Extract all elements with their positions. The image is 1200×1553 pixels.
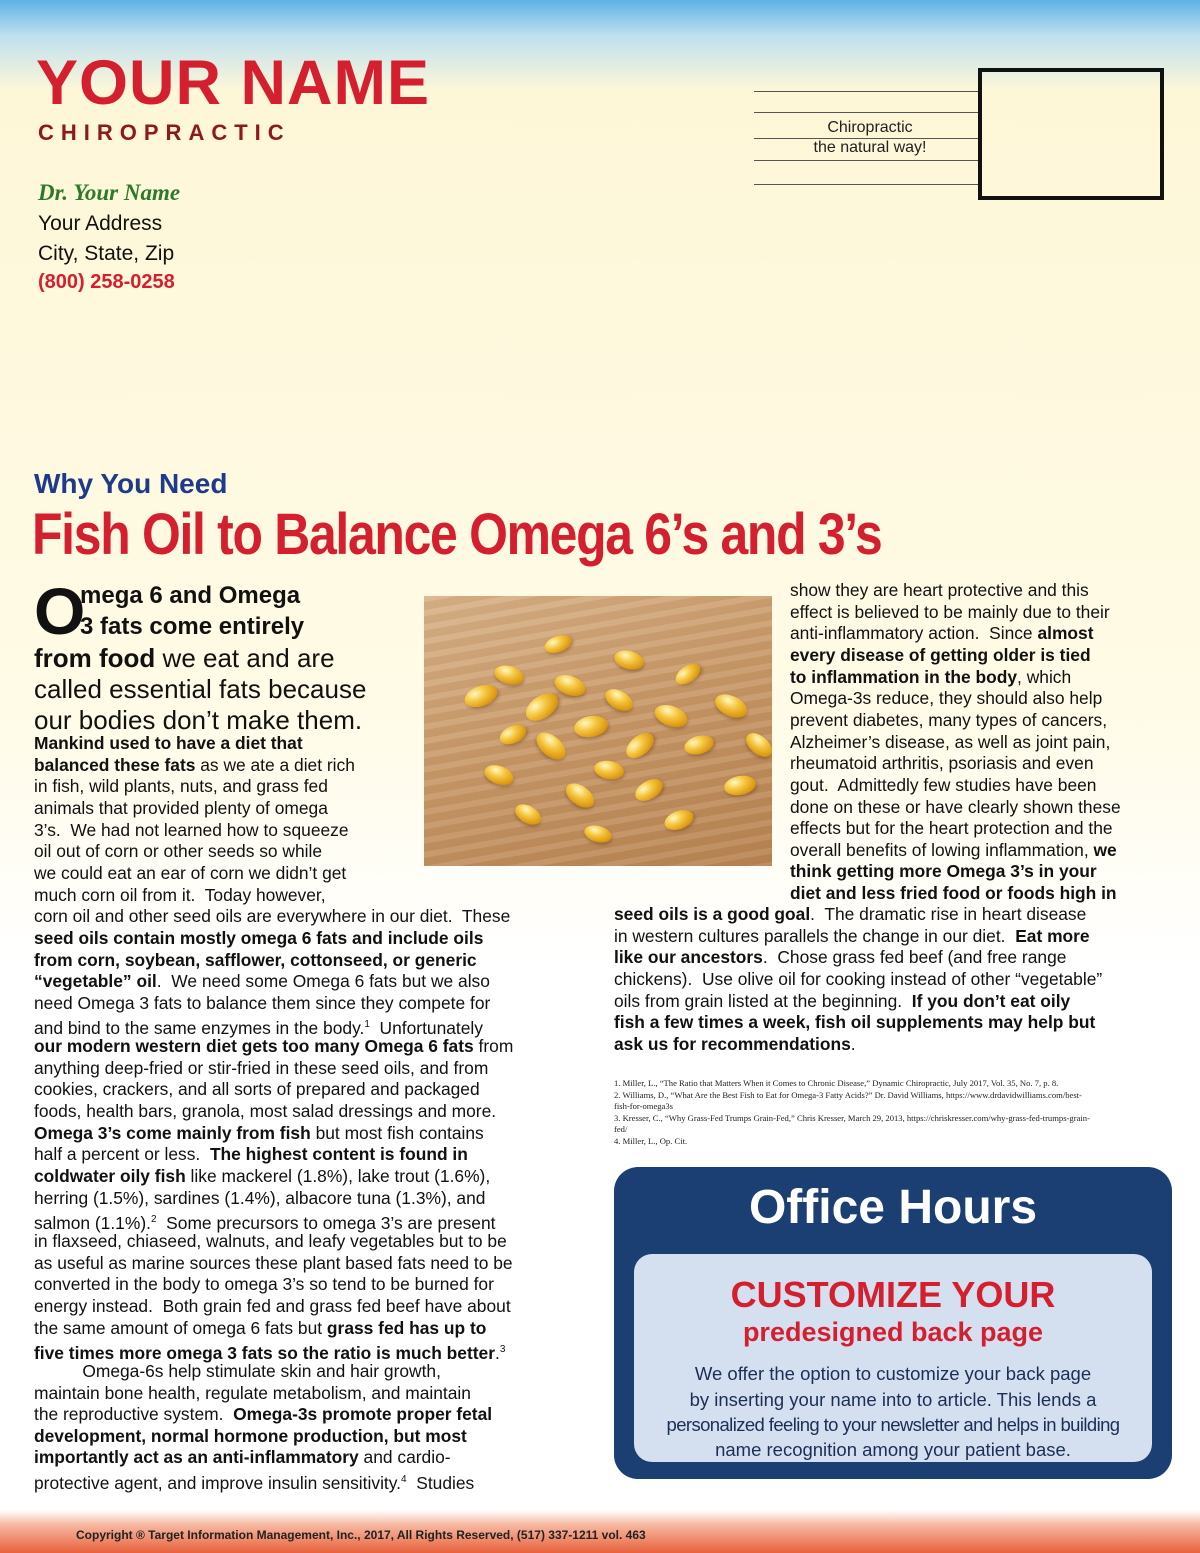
text-run: the reproductive system.	[34, 1404, 234, 1425]
text-line	[34, 1058, 488, 1080]
text-run: anything deep-fried or stir-fried in these seed oils, and from	[34, 1057, 489, 1078]
bold-run: we	[1093, 839, 1117, 860]
lead-bold: from food	[34, 643, 156, 673]
text-run: converted in the body to omega 3’s so tend to be burned for	[34, 1274, 494, 1295]
text-line	[34, 950, 477, 972]
text-run: in fish, wild plants, nuts, and grass fed	[34, 776, 328, 797]
footnote-ref: 1	[364, 1019, 370, 1031]
text-line	[790, 753, 1094, 775]
text-run: corn oil and other seed oils are everywhere in our diet. These	[34, 906, 511, 927]
bold-run: fish a few times a week, fish oil supplements may help but	[614, 1012, 1096, 1033]
text-run: much corn oil from it. Today however,	[34, 884, 326, 905]
text-line	[790, 732, 1110, 754]
text-line	[34, 993, 490, 1015]
customize-body-line: by inserting your name into to article. This lends a	[689, 1389, 1097, 1410]
text-line	[790, 623, 1094, 645]
bold-run: The highest content is found in	[209, 1144, 468, 1165]
text-run: show they are heart protective and this	[790, 580, 1089, 600]
text-line	[34, 1426, 467, 1448]
brand-subtitle: CHIROPRACTIC	[38, 120, 291, 145]
text-run: . We need some Omega 6 fats but we also	[156, 971, 490, 992]
text-line	[614, 969, 1102, 991]
text-run: and cardio-	[358, 1447, 451, 1468]
bold-run: from corn, soybean, safflower, cottonseed, or generic	[34, 949, 477, 970]
text-run: as we ate a diet rich	[195, 754, 355, 775]
address-rule	[754, 112, 978, 113]
text-run: rheumatoid arthritis, psoriasis and even	[790, 753, 1094, 774]
text-run: energy instead. Both grain fed and grass fed beef have about	[34, 1295, 511, 1316]
customize-heading: CUSTOMIZE YOUR	[730, 1274, 1056, 1315]
footnote-line: 3. Kresser, C., “Why Grass-Fed Trumps Grain-Fed,” Chris Kresser, March 29, 2013, https://chriskresser.com/why-grass-fed-trumps-grain-	[614, 1112, 1090, 1123]
text-run: animals that provided plenty of omega	[34, 797, 328, 818]
text-run: from	[473, 1036, 514, 1057]
bold-run: Omega-3s promote proper fetal	[233, 1404, 493, 1425]
drop-cap: O	[34, 574, 86, 648]
text-line	[34, 1469, 474, 1494]
customize-subheading: predesigned back page	[742, 1317, 1044, 1347]
text-run: Alzheimer’s disease, as well as joint pain,	[790, 731, 1111, 752]
lead-line	[34, 643, 335, 674]
lead-line: mega 6 and Omega	[80, 582, 301, 609]
bold-run: ask us for recommendations	[614, 1033, 851, 1054]
bold-run: diet and less fried food or foods high in	[790, 883, 1117, 904]
text-run: we could eat an ear of corn we didn’t get	[34, 862, 347, 883]
text-run: oil out of corn or other seeds so while	[34, 841, 323, 862]
text-run: gout. Admittedly few studies have been	[790, 774, 1097, 795]
text-run: , which	[1017, 666, 1072, 687]
text-line	[614, 926, 1090, 948]
text-line	[34, 1296, 511, 1318]
bold-run: development, normal hormone production, but most	[34, 1425, 467, 1446]
bold-run: If you don’t eat oily	[911, 990, 1071, 1011]
text-line	[790, 775, 1096, 797]
text-run: Unfortunately	[369, 1018, 483, 1039]
office-hours-title: Office Hours	[748, 1181, 1038, 1234]
bold-run: five times more omega 3 fats so the ratio is much better	[34, 1342, 495, 1363]
text-line	[34, 928, 483, 950]
text-run: foods, health bars, granola, most salad dressings and more.	[34, 1101, 497, 1122]
text-line	[34, 885, 326, 907]
text-line	[790, 580, 1089, 602]
text-run: Some precursors to omega 3’s are present	[156, 1213, 496, 1234]
text-line	[34, 1079, 480, 1101]
text-line	[34, 820, 349, 842]
bold-run: importantly act as an anti-inflammatory	[34, 1447, 359, 1468]
article-kicker: Why You Need	[34, 468, 228, 499]
bold-run: Mankind used to have a diet that	[34, 733, 303, 753]
text-line	[34, 1144, 468, 1166]
text-run: oils from grain listed at the beginning.	[614, 990, 912, 1011]
address-rule	[754, 184, 978, 185]
doctor-name: Dr. Your Name	[38, 180, 181, 205]
text-line	[34, 755, 355, 777]
lead-line: our bodies don’t make them.	[34, 705, 363, 735]
bold-run: seed oils contain mostly omega 6 fats and include oils	[34, 927, 484, 948]
text-line	[790, 602, 1110, 624]
bold-run: almost	[1037, 623, 1094, 644]
text-line	[34, 776, 328, 798]
text-run: in western cultures parallels the change in our diet.	[614, 925, 1016, 946]
footnote-ref: 2	[150, 1214, 157, 1226]
customize-body-line: personalized feeling to your newsletter and helps in building	[666, 1414, 1120, 1435]
text-run: prevent diabetes, many types of cancers,	[790, 709, 1108, 730]
text-line	[790, 883, 1117, 905]
text-line	[34, 1231, 507, 1253]
stamp-box	[978, 68, 1164, 200]
text-run: as useful as marine sources these plant based fats need to be	[34, 1252, 513, 1273]
text-run: anti-inflammatory action. Since	[790, 623, 1038, 644]
text-line	[34, 1361, 441, 1383]
bold-run: think getting more Omega 3’s in your	[790, 861, 1097, 882]
lead-rest: we eat and are	[155, 643, 335, 673]
footnote-line: fish-for-omega3s	[614, 1101, 674, 1111]
customize-body-line: name recognition among your patient base.	[715, 1439, 1071, 1460]
text-run: effects but for the heart protection and the	[790, 818, 1113, 839]
text-line	[34, 1188, 485, 1210]
text-line	[790, 667, 1071, 689]
text-line	[34, 733, 303, 755]
text-run: chickens). Use olive oil for cooking instead of other “vegetable”	[614, 968, 1103, 989]
footnote-ref: 3	[499, 1344, 506, 1356]
footnote-line: 4. Miller, L., Op. Cit.	[614, 1135, 688, 1146]
text-line	[790, 840, 1117, 862]
text-line	[34, 1383, 471, 1405]
text-line	[34, 1447, 451, 1469]
text-run: done on these or have clearly shown these	[790, 796, 1121, 817]
city-line: City, State, Zip	[38, 242, 175, 265]
text-run: Studies	[406, 1472, 475, 1493]
bold-run: coldwater oily fish	[34, 1166, 186, 1186]
customize-body-line: We offer the option to customize your back page	[694, 1363, 1092, 1384]
bold-run: seed oils is a good goal	[614, 904, 811, 924]
bold-run: like our ancestors	[614, 947, 763, 968]
text-line	[34, 863, 346, 885]
text-line	[790, 797, 1121, 819]
text-line	[34, 1253, 513, 1275]
text-run: . The dramatic rise in heart disease	[810, 904, 1087, 924]
bold-run: Omega 3’s come mainly from fish	[34, 1122, 311, 1143]
text-run: in flaxseed, chiaseed, walnuts, and leafy vegetables but to be	[34, 1230, 507, 1251]
lead-line: 3 fats come entirely	[80, 613, 305, 640]
text-line	[34, 906, 510, 928]
text-run: Omega-6s help stimulate skin and hair growth,	[34, 1360, 441, 1381]
text-run: 3’s. We had not learned how to squeeze	[34, 819, 349, 840]
text-run: like mackerel (1.8%), lake trout (1.6%),	[185, 1166, 491, 1186]
text-line	[614, 991, 1070, 1013]
lead-line: called essential fats because	[34, 674, 367, 704]
text-line	[790, 861, 1097, 883]
text-line	[34, 1036, 513, 1058]
tagline-line-2: the natural way!	[813, 139, 927, 156]
text-line	[614, 904, 1086, 926]
text-run: salmon (1.1%).	[34, 1213, 151, 1234]
footnote-line: 1. Miller, L., “The Ratio that Matters When it Comes to Chronic Disease,” Dynamic Chiropractic, July 2017, Vol. 35, No. 7, p. 8.	[614, 1078, 1059, 1088]
text-run: but most fish contains	[310, 1122, 484, 1143]
footnote-ref: 4	[401, 1474, 407, 1486]
footnote-line: fed/	[614, 1124, 628, 1134]
text-run: maintain bone health, regulate metabolism, and maintain	[34, 1382, 471, 1403]
postcard-tagline	[775, 118, 965, 158]
text-line	[34, 1274, 494, 1296]
text-line	[34, 798, 328, 820]
text-line	[34, 1404, 492, 1426]
text-run: need Omega 3 fats to balance them since they compete for	[34, 992, 491, 1013]
text-run: .	[850, 1033, 856, 1054]
bold-run: our modern western diet gets too many Omega 6 fats	[34, 1036, 474, 1057]
address-line: Your Address	[38, 212, 163, 235]
text-run: protective agent, and improve insulin sensitivity.	[34, 1472, 401, 1493]
text-line	[614, 1012, 1095, 1034]
phone-number: (800) 258-0258	[38, 271, 175, 293]
text-line	[34, 1101, 496, 1123]
copyright-footer: Copyright ® Target Information Management, Inc., 2017, All Rights Reserved, (517) 337-1211 vol. 463	[76, 1528, 646, 1542]
footnote-line: 2. Williams, D., “What Are the Best Fish to Eat for Omega-3 Fatty Acids?” Dr. David Williams, https://www.drdavidwilliams.com/best-	[614, 1089, 1082, 1100]
bold-run: balanced these fats	[34, 754, 196, 775]
tagline-line-1: Chiropractic	[827, 119, 913, 136]
text-line	[34, 1166, 490, 1188]
text-line	[790, 688, 1102, 710]
text-run: .	[495, 1342, 500, 1363]
bold-run: to inflammation in the body	[790, 666, 1018, 687]
bold-run: Eat more	[1015, 925, 1090, 946]
text-line	[614, 947, 1066, 969]
article-headline: Fish Oil to Balance Omega 6’s and 3’s	[32, 502, 882, 567]
text-run: . Chose grass fed beef (and free range	[762, 947, 1067, 968]
text-line	[34, 971, 490, 993]
text-run: half a percent or less.	[34, 1144, 210, 1165]
text-run: and bind to the same enzymes in the body.	[34, 1018, 365, 1039]
address-rule	[754, 91, 978, 92]
fish-oil-capsules-photo	[424, 596, 772, 866]
text-run: overall benefits of lowing inflammation,	[790, 839, 1094, 860]
text-line	[34, 1123, 484, 1145]
text-run: the same amount of omega 6 fats but	[34, 1317, 327, 1338]
text-run: effect is believed to be mainly due to their	[790, 601, 1110, 622]
text-line	[790, 818, 1113, 840]
text-run: cookies, crackers, and all sorts of prepared and packaged	[34, 1079, 480, 1100]
bold-run: every disease of getting older is tied	[790, 644, 1091, 665]
text-line	[34, 1318, 486, 1340]
text-line	[34, 841, 322, 863]
text-line	[790, 710, 1107, 732]
bold-run: “vegetable” oil	[34, 971, 157, 992]
text-line	[790, 645, 1091, 667]
address-rule	[754, 160, 978, 161]
brand-name: YOUR NAME	[36, 48, 431, 118]
text-run: herring (1.5%), sardines (1.4%), albacore tuna (1.3%), and	[34, 1187, 486, 1208]
text-run: Omega-3s reduce, they should also help	[790, 688, 1103, 709]
text-line	[614, 1034, 856, 1056]
bold-run: grass fed has up to	[326, 1317, 487, 1338]
